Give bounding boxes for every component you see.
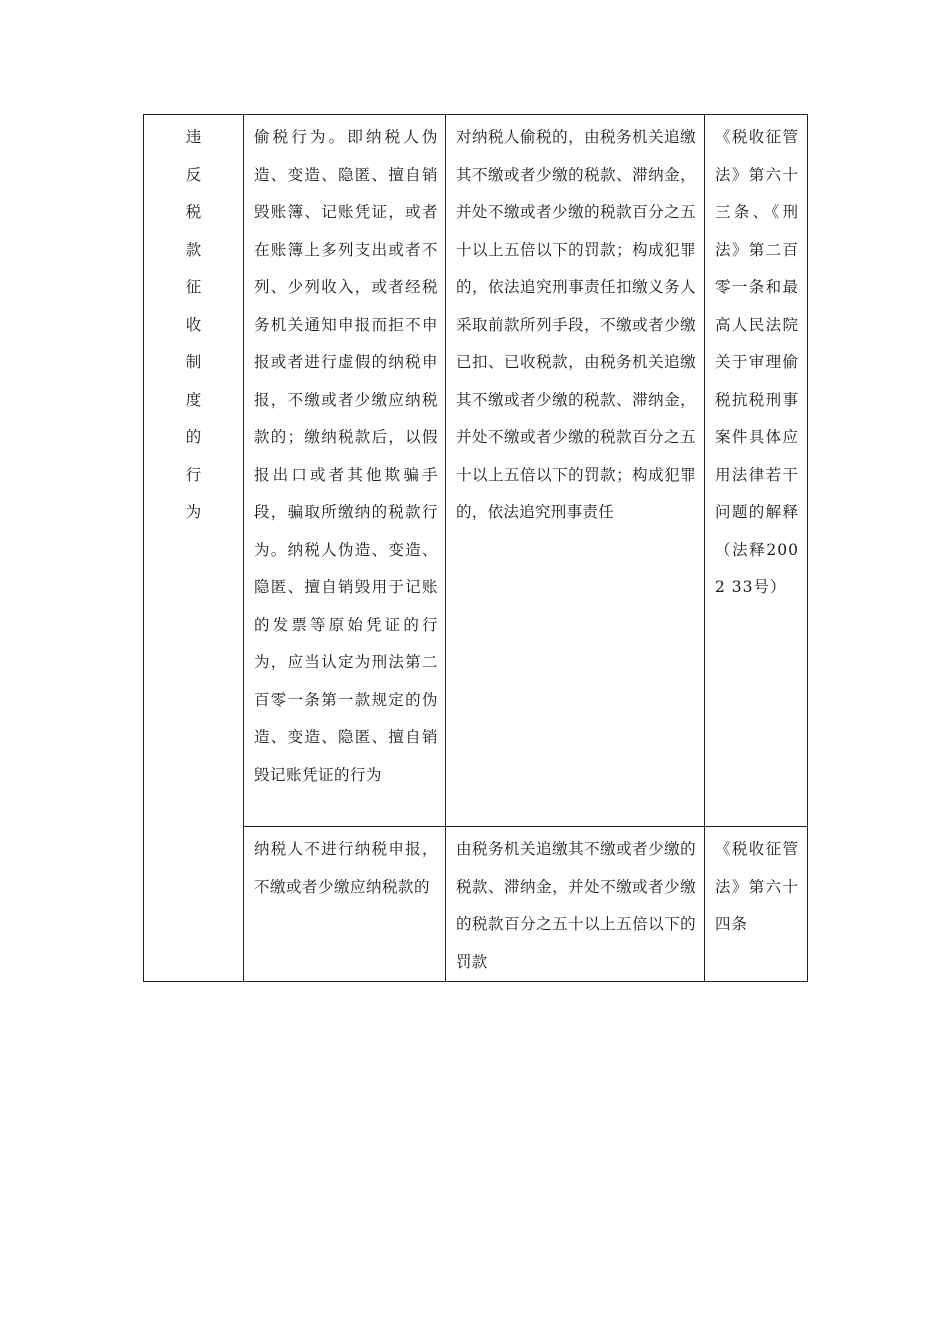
description-cell — [244, 115, 446, 827]
penalty-text: 对纳税人偷税的，由税务机关追缴其不缴或者少缴的税款、滞纳金，并处不缴或者少缴的税款百分之五十以上五倍以下的罚款；构成犯罪的，依法追究刑事责任扣缴义务人采取前款所列手段，不缴或者少缴已扣、已收税款，由税务机关追缴其不缴或者少缴的税款、滞纳金，并处不缴或者少缴的税款百分之五十以上五倍以下的罚款；构成犯罪的，依法追究刑事责任 — [456, 128, 696, 521]
violation-description: 偷税行为。即纳税人伪造、变造、隐匿、擅自销毁账簿、记账凭证，或者在账簿上多列支出或者不列、少列收入，或者经税务机关通知申报而拒不申报或者进行虚假的纳税申报，不缴或者少缴应纳税款的；缴纳税款后，以假报出口或者其他欺骗手段，骗取所缴纳的税款行为。纳税人伪造、变造、隐匿、擅自销毁用于记账的发票等原始凭证的行为，应当认定为刑法第二百零一条第一款规定的伪造、变造、隐匿、擅自销毁记账凭证的行为 — [254, 128, 438, 784]
legal-basis-text: 《税收征管法》第六十四条 — [715, 840, 799, 933]
violation-description: 纳税人不进行纳税申报，不缴或者少缴应纳税款的 — [254, 840, 438, 896]
description-cell — [244, 827, 446, 982]
violation-penalty-table — [143, 114, 808, 982]
legal-basis-text: 《税收征管法》第六十三条、《刑法》第二百零一条和最高人民法院关于审理偷税抗税刑事案件具体应用法律若干问题的解释（法释2002 33号） — [715, 128, 799, 596]
penalty-cell — [446, 827, 705, 982]
category-cell — [144, 115, 244, 982]
table-row — [144, 115, 808, 827]
penalty-cell — [446, 115, 705, 827]
category-label: 违反税款征收制度的行为 — [185, 128, 202, 521]
table-row — [144, 827, 808, 982]
legal-basis-cell — [705, 827, 808, 982]
legal-basis-cell — [705, 115, 808, 827]
penalty-text: 由税务机关追缴其不缴或者少缴的税款、滞纳金，并处不缴或者少缴的税款百分之五十以上五倍以下的罚款 — [456, 840, 696, 971]
